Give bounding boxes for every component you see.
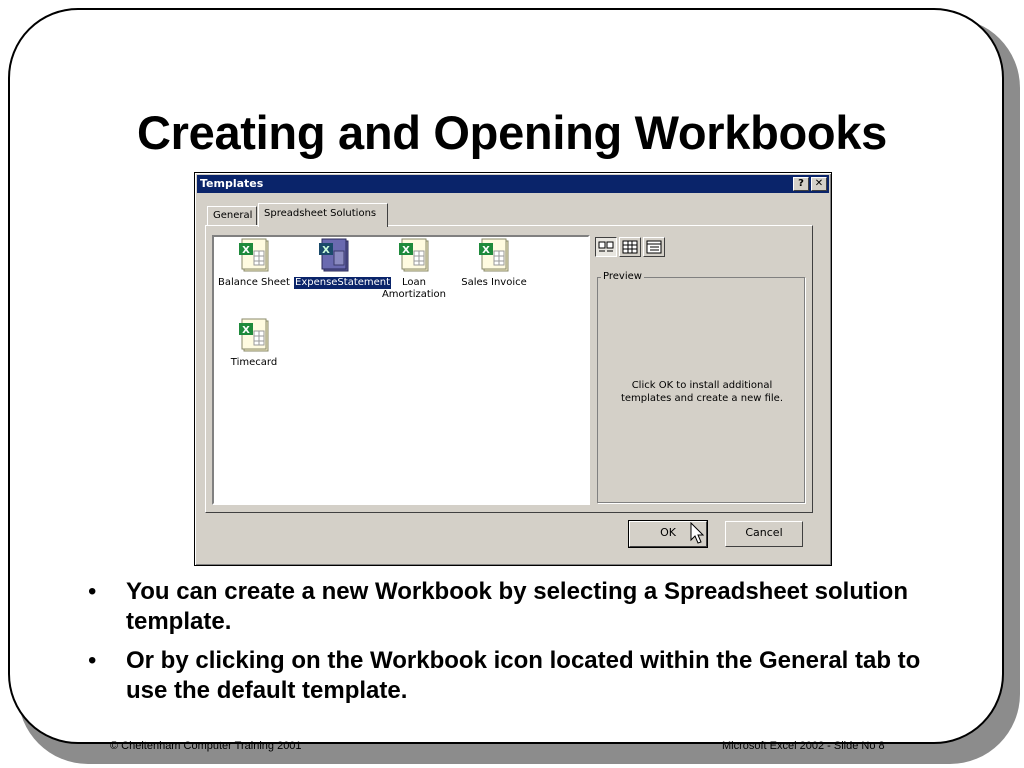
template-item-balance-sheet[interactable] xyxy=(214,237,294,289)
dialog-titlebar[interactable] xyxy=(197,175,829,193)
bullet-text: Or by clicking on the Workbook icon located within the General tab to use the default template. xyxy=(126,647,921,704)
large-icons-view-button[interactable] xyxy=(595,237,617,257)
svg-text:X: X xyxy=(322,245,330,256)
dialog-title: Templates xyxy=(200,177,264,190)
excel-template-icon xyxy=(236,237,272,273)
details-view-icon xyxy=(644,238,664,256)
svg-text:X: X xyxy=(242,325,250,336)
tab-spreadsheet-solutions[interactable]: Spreadsheet Solutions xyxy=(258,203,388,227)
template-label: Loan Amortization xyxy=(381,277,447,300)
bullet-item xyxy=(88,577,968,637)
mouse-cursor-icon xyxy=(690,522,706,546)
template-list[interactable] xyxy=(212,235,590,505)
excel-template-icon xyxy=(236,317,272,353)
template-item-timecard[interactable] xyxy=(214,317,294,369)
large-icons-view-icon xyxy=(596,238,616,256)
footer-slide-number: Microsoft Excel 2002 - Slide No 8 xyxy=(722,740,885,752)
template-item-sales-invoice[interactable] xyxy=(454,237,534,289)
bullet-dot: • xyxy=(88,578,97,605)
svg-text:X: X xyxy=(402,245,410,256)
footer-copyright: © Cheltenham Computer Training 2001 xyxy=(110,740,302,752)
svg-text:X: X xyxy=(482,245,490,256)
preview-text: Click OK to install additional templates and create a new file. xyxy=(620,380,783,404)
template-label: ExpenseStatement xyxy=(295,277,391,288)
ok-button[interactable]: OK xyxy=(629,521,707,547)
excel-template-icon xyxy=(396,237,432,273)
template-item-expense-statement[interactable] xyxy=(294,237,391,289)
template-label: Timecard xyxy=(230,357,278,368)
bullet-dot: • xyxy=(88,647,97,674)
list-view-icon xyxy=(620,238,640,256)
template-item-loan-amortization[interactable] xyxy=(374,237,454,301)
list-view-button[interactable] xyxy=(619,237,641,257)
help-button[interactable]: ? xyxy=(793,177,809,191)
excel-template-icon xyxy=(476,237,512,273)
template-label: Sales Invoice xyxy=(461,277,527,288)
preview-label: Preview xyxy=(603,271,642,282)
tab-general[interactable]: General xyxy=(207,206,257,226)
bullet-text: You can create a new Workbook by selecting a Spreadsheet solution template. xyxy=(126,578,908,635)
cancel-button[interactable]: Cancel xyxy=(725,521,803,547)
details-view-button[interactable] xyxy=(643,237,665,257)
bullet-list xyxy=(88,577,968,715)
bullet-item xyxy=(88,646,968,706)
templates-dialog xyxy=(194,172,832,566)
close-button[interactable]: ✕ xyxy=(811,177,827,191)
svg-text:X: X xyxy=(242,245,250,256)
slide-title: Creating and Opening Workbooks xyxy=(136,106,888,159)
template-label: Balance Sheet xyxy=(218,277,290,288)
excel-template-icon xyxy=(316,237,352,273)
